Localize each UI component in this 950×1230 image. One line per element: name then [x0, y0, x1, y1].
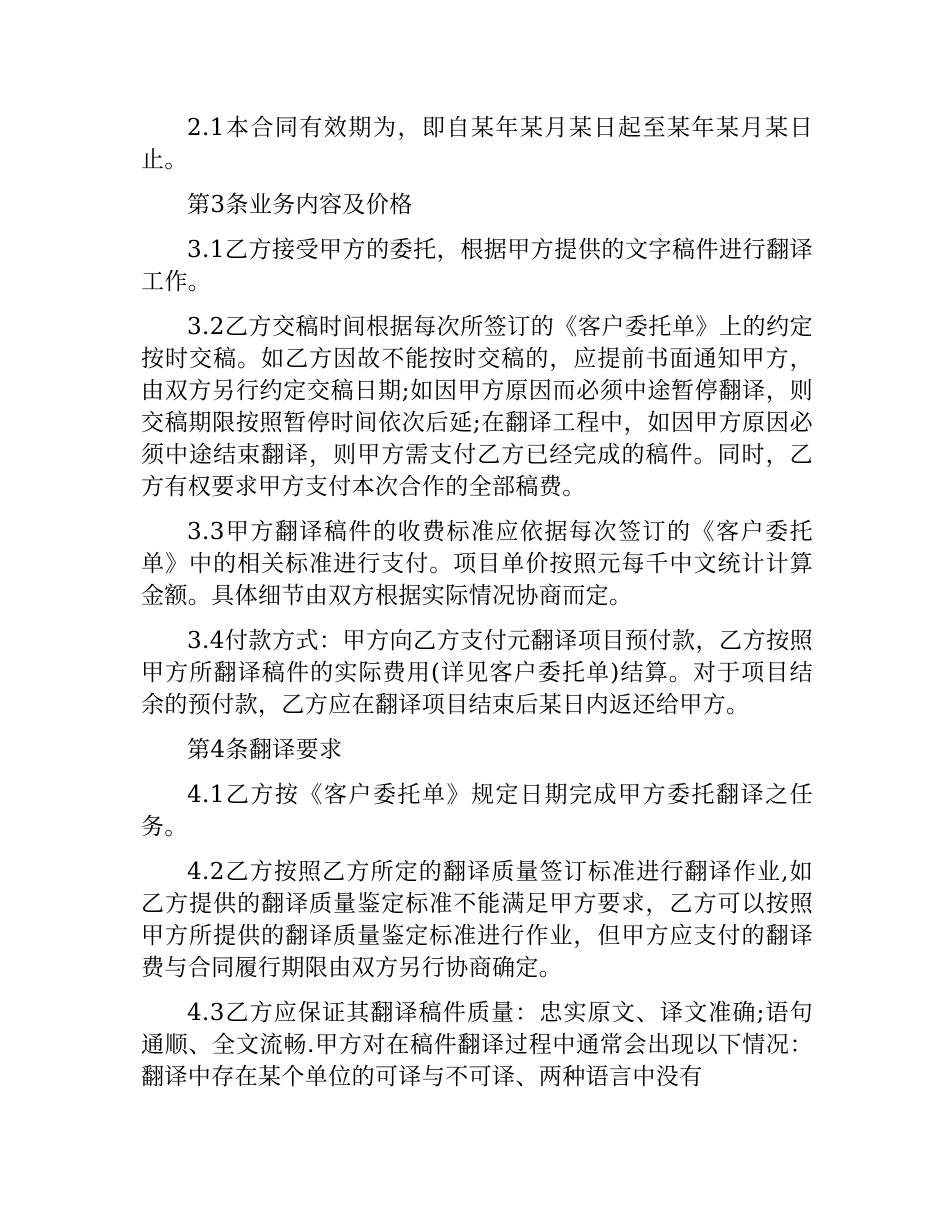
- clause-3-1: 3.1乙方接受甲方的委托，根据甲方提供的文字稿件进行翻译工作。: [141, 237, 813, 295]
- clause-3-3: 3.3甲方翻译稿件的收费标准应依据每次签订的《客户委托单》中的相关标准进行支付。项目单价按照元每千中文统计计算金额。具体细节由双方根据实际情况协商而定。: [141, 519, 813, 609]
- article-3-heading: 第3条业务内容及价格: [187, 192, 413, 218]
- clause-2-1: 2.1本合同有效期为，即自某年某月某日起至某年某月某日止。: [141, 115, 813, 173]
- clause-4-1: 4.1乙方按《客户委托单》规定日期完成甲方委托翻译之任务。: [141, 782, 813, 840]
- document-body: [141, 112, 813, 1106]
- article-4-heading: 第4条翻译要求: [187, 737, 343, 763]
- clause-4-3: 4.3乙方应保证其翻译稿件质量：忠实原文、译文准确;语句通顺、全文流畅.甲方对在稿件翻译过程中通常会出现以下情况：翻译中存在某个单位的可译与不可译、两种语言中没有: [141, 1000, 813, 1090]
- clause-3-2: 3.2乙方交稿时间根据每次所签订的《客户委托单》上的约定按时交稿。如乙方因故不能按时交稿的，应提前书面通知甲方，由双方另行约定交稿日期;如因甲方原因而必须中途暂停翻译，则交稿期限按照暂停时间依次后延;在翻译工程中，如因甲方原因必须中途结束翻译，则甲方需支付乙方已经完成的稿件。同时，乙方有权要求甲方支付本次合作的全部稿费。: [141, 314, 813, 500]
- clause-4-2: 4.2乙方按照乙方所定的翻译质量签订标准进行翻译作业,如乙方提供的翻译质量鉴定标准不能满足甲方要求，乙方可以按照甲方所提供的翻译质量鉴定标准进行作业，但甲方应支付的翻译费与合同履行期限由双方另行协商确定。: [141, 859, 813, 981]
- clause-3-4: 3.4付款方式：甲方向乙方支付元翻译项目预付款，乙方按照甲方所翻译稿件的实际费用(详见客户委托单)结算。对于项目结余的预付款，乙方应在翻译项目结束后某日内返还给甲方。: [141, 628, 813, 718]
